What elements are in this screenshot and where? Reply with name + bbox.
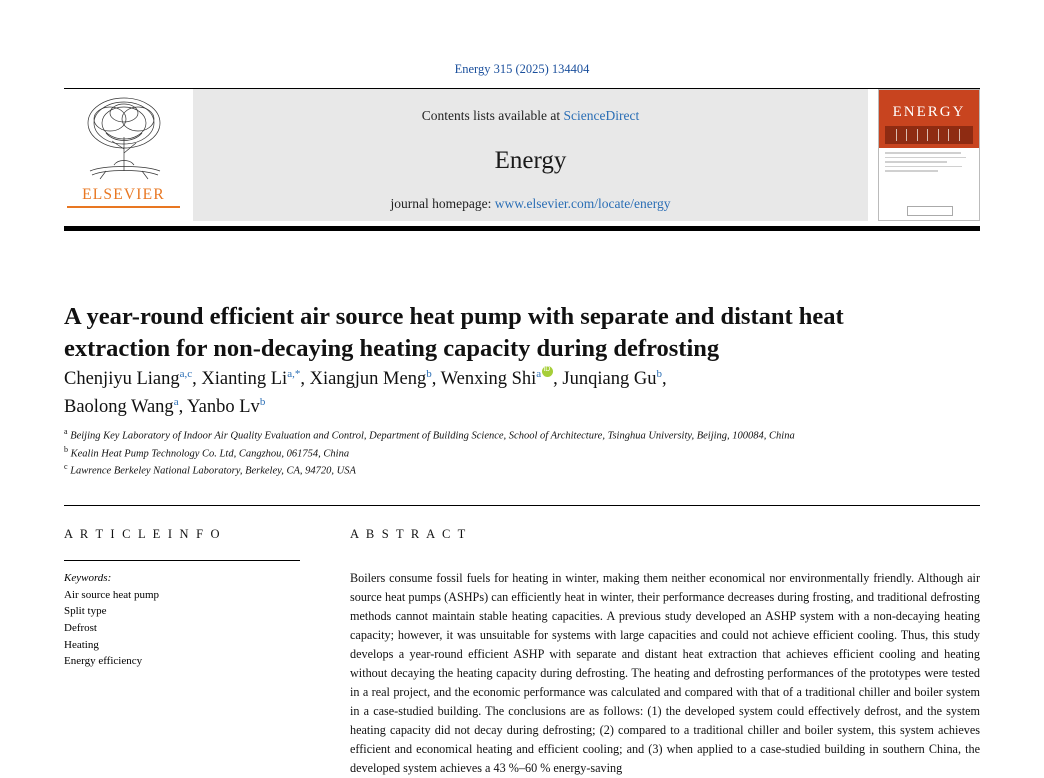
abstract-text: Boilers consume fossil fuels for heating in winter, making them neither economical nor environmentally friendly. Although air source heat pumps (ASHPs) can efficiently heat in winter, their performance decreases during frosting, and traditional defrosting methods cannot maintain stable heating capacities. A previous study developed an ASHP system with a non-decaying heating capacity; however, it was unsuitable for systems with large capacities and could not achieve efficient cooling. Thus, this study develops a year-round efficient ASHP with separate and distant heat extraction that achieves efficient cooling and heating without decaying the heating capacity during defrosting. The heating and defrosting performances of the prototypes were tested in a real project, and the economic performance was calculated and compared with that of a traditional chiller and boiler system in a case-studied building. The conclusions are as follows: (1) the developed system could effectively defrost, and the system heating capacity did not decay during defrosting; (2) compared to a traditional chiller and boiler system, this system achieves efficient and economical heating and efficient cooling; and (3) when applied to a case-studied building in southern China, the developed system achieves a 43 %–60 % energy-saving bbox=[350, 571, 980, 776]
cover-footer-box bbox=[907, 206, 953, 216]
orcid-icon[interactable] bbox=[542, 366, 553, 377]
elsevier-rule bbox=[67, 206, 180, 208]
author: Junqiang Gu$^b$, bbox=[562, 368, 667, 390]
cover-header bbox=[879, 90, 979, 148]
author-affiliation-mark: a bbox=[536, 368, 542, 380]
keyword-item: Defrost bbox=[64, 621, 97, 634]
sciencedirect-link[interactable]: ScienceDirect bbox=[563, 108, 640, 123]
author: Chenjiyu Liang$^{a,c}$, bbox=[64, 368, 202, 390]
author: Xiangjun Meng$^b$, bbox=[309, 368, 441, 390]
cover-body bbox=[879, 148, 979, 202]
affiliation: $^b$ Kealin Heat Pump Technology Co. Ltd, Cangzhou, 061754, China bbox=[64, 444, 350, 460]
cover-title: ENERGY bbox=[892, 104, 966, 120]
abstract-heading: A B S T R A C T bbox=[350, 527, 468, 541]
author: Yanbo Lv$^b$ bbox=[187, 395, 266, 417]
affiliation: $^c$ Lawrence Berkeley National Laboratory, Berkeley, CA, 94720, USA bbox=[64, 462, 356, 477]
keywords-label: Keywords: bbox=[64, 572, 112, 584]
article-info-rule bbox=[64, 560, 300, 561]
journal-homepage-link[interactable]: www.elsevier.com/locate/energy bbox=[494, 196, 671, 211]
article-info-column bbox=[64, 527, 300, 670]
journal-masthead bbox=[64, 88, 980, 221]
section-divider bbox=[64, 505, 980, 506]
homepage-prefix: journal homepage: bbox=[390, 196, 492, 211]
masthead-center-panel bbox=[193, 89, 868, 221]
author-affiliation-mark: b bbox=[426, 368, 432, 380]
running-head: Energy 315 (2025) 134404 bbox=[454, 62, 590, 76]
keyword-item: Energy efficiency bbox=[64, 655, 143, 668]
journal-cover-thumbnail bbox=[878, 89, 980, 221]
author-affiliation-mark: b bbox=[259, 395, 266, 408]
keyword-item: Air source heat pump bbox=[64, 588, 159, 601]
journal-title: Energy bbox=[494, 147, 567, 174]
abstract-column bbox=[350, 527, 980, 778]
author-affiliation-mark: b bbox=[656, 368, 662, 380]
keyword-item: Split type bbox=[64, 605, 107, 618]
author-affiliation-mark: a,* bbox=[287, 368, 301, 380]
author: Wenxing Shi$^a$ iD , bbox=[441, 369, 563, 389]
cover-strip bbox=[885, 126, 973, 144]
elsevier-wordmark: ELSEVIER bbox=[82, 186, 165, 203]
homepage-line bbox=[390, 196, 670, 212]
contents-prefix: Contents lists available at bbox=[421, 108, 561, 123]
author-list bbox=[64, 366, 954, 421]
contents-line bbox=[422, 108, 639, 124]
article-info-heading: A R T I C L E I N F O bbox=[64, 527, 222, 541]
author: Xianting $Li^{a,*}$, bbox=[201, 368, 310, 390]
masthead-bottom-rule bbox=[64, 226, 980, 231]
author: Baolong Wang$^a$, bbox=[64, 395, 188, 417]
author-affiliation-mark: a,c bbox=[179, 368, 193, 380]
elsevier-logo bbox=[64, 89, 183, 221]
affiliation-list bbox=[64, 426, 864, 479]
elsevier-tree-icon bbox=[70, 93, 178, 185]
keyword-item: Heating bbox=[64, 638, 99, 651]
author-affiliation-mark: a bbox=[173, 395, 179, 408]
page-title: A year-round efficient air source heat pump with separate and distant heat extraction for non-decaying heating capacity during defrosting bbox=[64, 303, 844, 363]
affiliation: $^a$ Beijing Key Laboratory of Indoor Air Quality Evaluation and Control, Department of Building Science, School of Architecture, Tsinghua University, Beijing, 100084, China bbox=[64, 427, 795, 442]
